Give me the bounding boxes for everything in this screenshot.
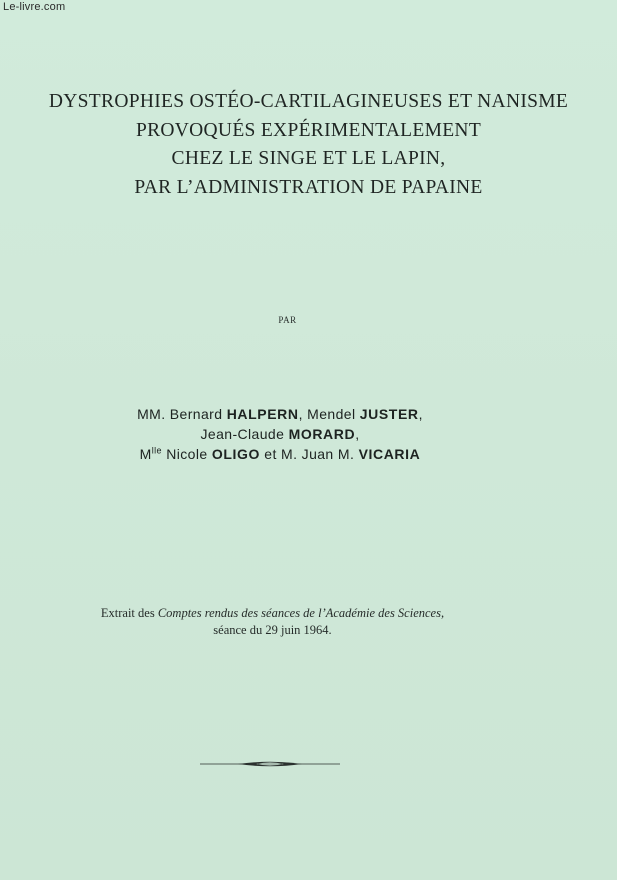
title-line-3: CHEZ LE SINGE ET LE LAPIN,: [171, 148, 446, 169]
authors-line-3-sup: lle: [151, 445, 162, 456]
authors-line-2-prefix: Jean-Claude: [200, 426, 289, 442]
extract-line-2: séance du 29 juin 1964.: [213, 623, 332, 637]
watermark: Le-livre.com: [3, 1, 66, 13]
title-line-2: PROVOQUÉS EXPÉRIMENTALEMENT: [135, 119, 482, 141]
title-line-1: DYSTROPHIES OSTÉO-CARTILAGINEUSES ET NANISME: [48, 91, 569, 112]
decorative-rule-icon: [198, 757, 342, 771]
authors-block: [0, 404, 560, 464]
title-line-4: PAR L’ADMINISTRATION DE PAPAINE: [134, 176, 483, 198]
extract-line-1: [0, 605, 545, 622]
authors-line-3-prefix: Nicole: [161, 446, 212, 462]
authors-line-1-prefix: MM. Bernard: [137, 406, 227, 422]
authors-line-2: [0, 424, 560, 444]
extract-prefix: Extrait des: [100, 606, 158, 620]
author-name-vicaria: VICARIA: [358, 446, 421, 462]
authors-line-2-suffix: ,: [355, 426, 360, 442]
journal-name: Comptes rendus des séances de l’Académie des Sciences,: [157, 606, 445, 620]
document-title: [0, 88, 617, 202]
extract-note: [0, 605, 545, 639]
authors-line-3: [0, 444, 560, 464]
authors-line-1: [0, 404, 560, 424]
author-name-morard: MORARD: [288, 426, 356, 442]
par-label: PAR: [278, 315, 297, 325]
author-name-oligo: OLIGO: [211, 446, 260, 462]
authors-line-3-mid: et M. Juan M.: [259, 446, 359, 462]
authors-line-3-m: M: [139, 446, 152, 462]
authors-line-1-mid: , Mendel: [298, 406, 360, 422]
authors-line-1-suffix: ,: [418, 406, 423, 422]
author-name-juster: JUSTER: [359, 406, 419, 422]
author-name-halpern: HALPERN: [226, 406, 299, 422]
